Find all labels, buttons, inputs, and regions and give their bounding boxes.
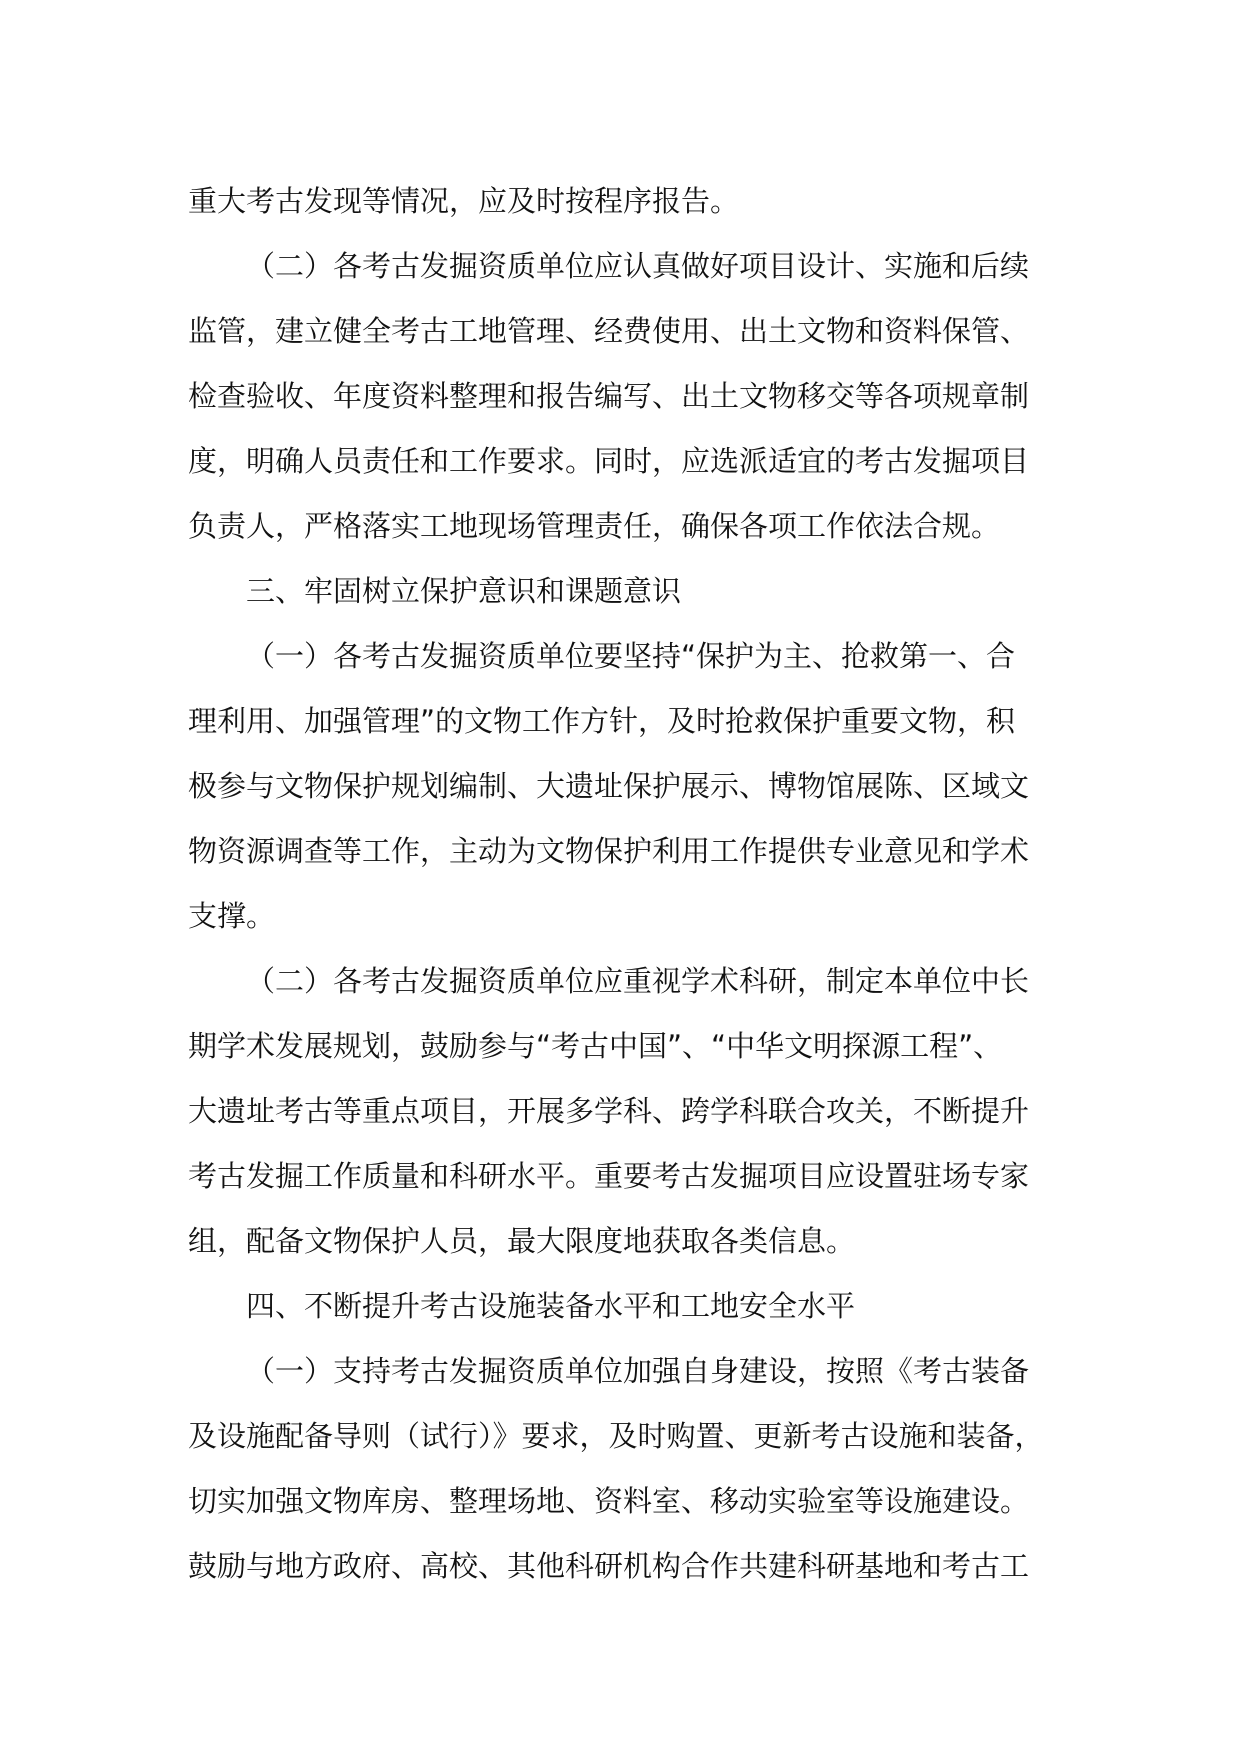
text-line: 检查验收、年度资料整理和报告编写、出土文物移交等各项规章制 xyxy=(188,379,1030,413)
text-line: 重大考古发现等情况，应及时按程序报告。 xyxy=(188,184,740,218)
text-line: 极参与文物保护规划编制、大遗址保护展示、博物馆展陈、区域文 xyxy=(188,769,1030,803)
paragraph-start-line: （一）各考古发掘资质单位要坚持“保护为主、抢救第一、合 xyxy=(246,639,1016,673)
section-heading: 三、牢固树立保护意识和课题意识 xyxy=(246,574,682,608)
text-line: 物资源调查等工作，主动为文物保护利用工作提供专业意见和学术 xyxy=(188,834,1030,868)
text-line: 负责人，严格落实工地现场管理责任，确保各项工作依法合规。 xyxy=(188,509,1001,543)
text-line: 支撑。 xyxy=(188,899,276,933)
paragraph-start-line: （一）支持考古发掘资质单位加强自身建设，按照《考古装备 xyxy=(246,1354,1030,1388)
text-line: 考古发掘工作质量和科研水平。重要考古发掘项目应设置驻场专家 xyxy=(188,1159,1030,1193)
text-line: 大遗址考古等重点项目，开展多学科、跨学科联合攻关，不断提升 xyxy=(188,1094,1030,1128)
text-line: 理利用、加强管理”的文物工作方针，及时抢救保护重要文物，积 xyxy=(188,704,1016,738)
text-line: 鼓励与地方政府、高校、其他科研机构合作共建科研基地和考古工 xyxy=(188,1549,1030,1583)
text-line: 及设施配备导则（试行）》要求，及时购置、更新考古设施和装备， xyxy=(188,1419,1044,1453)
section-heading: 四、不断提升考古设施装备水平和工地安全水平 xyxy=(246,1289,856,1323)
text-line: 监管，建立健全考古工地管理、经费使用、出土文物和资料保管、 xyxy=(188,314,1030,348)
text-line: 度，明确人员责任和工作要求。同时，应选派适宜的考古发掘项目 xyxy=(188,444,1030,478)
body-text xyxy=(188,169,1068,1599)
text-line: 切实加强文物库房、整理场地、资料室、移动实验室等设施建设。 xyxy=(188,1484,1030,1518)
text-line: 组，配备文物保护人员，最大限度地获取各类信息。 xyxy=(188,1224,856,1258)
paragraph-start-line: （二）各考古发掘资质单位应认真做好项目设计、实施和后续 xyxy=(246,249,1030,283)
paragraph-start-line: （二）各考古发掘资质单位应重视学术科研，制定本单位中长 xyxy=(246,964,1030,998)
text-line: 期学术发展规划，鼓励参与“考古中国”、“中华文明探源工程”、 xyxy=(188,1029,1003,1063)
